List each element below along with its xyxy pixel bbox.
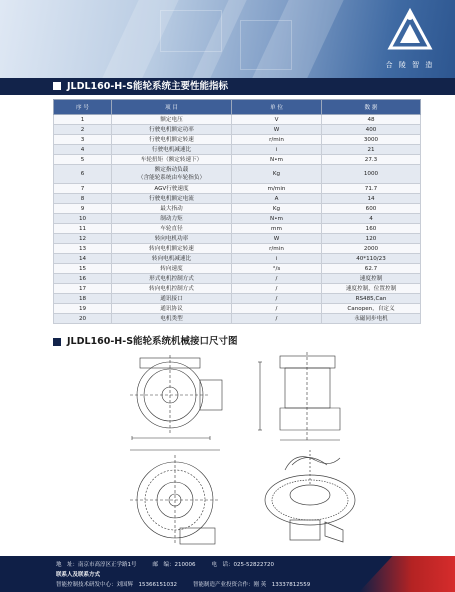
row-number-cell: 4 bbox=[54, 145, 112, 155]
table-row bbox=[54, 194, 421, 204]
row-number-cell: 19 bbox=[54, 304, 112, 314]
row-number-cell: 20 bbox=[54, 314, 112, 324]
page-footer bbox=[0, 556, 455, 592]
footer-postcode: 邮 编：210006 bbox=[152, 562, 196, 568]
table-row bbox=[54, 115, 421, 125]
table-body bbox=[54, 115, 421, 324]
row-number-cell: 2 bbox=[54, 125, 112, 135]
column-header: 单 位 bbox=[232, 100, 322, 115]
item-cell: 最大指动 bbox=[112, 204, 232, 214]
unit-cell: Kg bbox=[232, 165, 322, 184]
value-cell: 2000 bbox=[322, 244, 421, 254]
unit-cell: W bbox=[232, 125, 322, 135]
footer-address: 地 址：南京市高淳区正学路1号 bbox=[56, 562, 137, 568]
table-row bbox=[54, 264, 421, 274]
row-number-cell: 13 bbox=[54, 244, 112, 254]
item-cell: 通讯接口 bbox=[112, 294, 232, 304]
value-cell: 速度控制，位置控制 bbox=[322, 284, 421, 294]
value-cell: 48 bbox=[322, 115, 421, 125]
value-cell: 71.7 bbox=[322, 184, 421, 194]
unit-cell: / bbox=[232, 314, 322, 324]
table-row bbox=[54, 155, 421, 165]
table-row bbox=[54, 244, 421, 254]
value-cell: 120 bbox=[322, 234, 421, 244]
item-cell: 形式电机控制方式 bbox=[112, 274, 232, 284]
header-decor bbox=[240, 20, 292, 70]
square-bullet-icon bbox=[53, 82, 61, 90]
table-row bbox=[54, 135, 421, 145]
unit-cell: °/s bbox=[232, 264, 322, 274]
row-number-cell: 16 bbox=[54, 274, 112, 284]
table-row bbox=[54, 254, 421, 264]
page-header bbox=[0, 0, 455, 78]
column-header: 数 据 bbox=[322, 100, 421, 115]
item-cell: 转向电机额定转速 bbox=[112, 244, 232, 254]
value-cell: 1000 bbox=[322, 165, 421, 184]
row-number-cell: 17 bbox=[54, 284, 112, 294]
table-row bbox=[54, 125, 421, 135]
table-row bbox=[54, 214, 421, 224]
front-view-drawing bbox=[258, 352, 340, 440]
unit-cell: r/min bbox=[232, 135, 322, 145]
unit-cell: m/min bbox=[232, 184, 322, 194]
item-cell: 转向电机功率 bbox=[112, 234, 232, 244]
item-cell: 行驶电机减速比 bbox=[112, 145, 232, 155]
row-number-cell: 12 bbox=[54, 234, 112, 244]
unit-cell: mm bbox=[232, 224, 322, 234]
footer-phone: 电 话：025-52822720 bbox=[211, 562, 274, 568]
value-cell: 永磁同步电机 bbox=[322, 314, 421, 324]
isometric-view-drawing bbox=[265, 450, 355, 542]
value-cell: 速度控制 bbox=[322, 274, 421, 284]
unit-cell: Kg bbox=[232, 204, 322, 214]
table-row bbox=[54, 145, 421, 155]
unit-cell: i bbox=[232, 145, 322, 155]
value-cell: 4 bbox=[322, 214, 421, 224]
row-number-cell: 1 bbox=[54, 115, 112, 125]
unit-cell: W bbox=[232, 234, 322, 244]
logo-mark-icon bbox=[387, 8, 433, 56]
footer-accent bbox=[359, 556, 455, 592]
footer-address-line bbox=[56, 560, 274, 568]
item-cell: 转向速度 bbox=[112, 264, 232, 274]
table-row bbox=[54, 294, 421, 304]
item-cell: 车轮直径 bbox=[112, 224, 232, 234]
row-number-cell: 11 bbox=[54, 224, 112, 234]
footer-contact-title: 联系人及联系方式 bbox=[56, 572, 101, 578]
row-number-cell: 18 bbox=[54, 294, 112, 304]
header-decor bbox=[160, 10, 222, 52]
table-row bbox=[54, 284, 421, 294]
mechanical-drawings bbox=[110, 350, 360, 550]
row-number-cell: 9 bbox=[54, 204, 112, 214]
brand-logo bbox=[375, 8, 445, 70]
table-row bbox=[54, 165, 421, 184]
unit-cell: r/min bbox=[232, 244, 322, 254]
row-number-cell: 10 bbox=[54, 214, 112, 224]
table-row bbox=[54, 224, 421, 234]
section-title: JLDL160-H-S能轮系统主要性能指标 bbox=[67, 81, 229, 92]
unit-cell: N•m bbox=[232, 214, 322, 224]
value-cell: 62.7 bbox=[322, 264, 421, 274]
item-cell: 电机类型 bbox=[112, 314, 232, 324]
side-view-drawing bbox=[130, 355, 222, 440]
row-number-cell: 6 bbox=[54, 165, 112, 184]
value-cell: 27.3 bbox=[322, 155, 421, 165]
value-cell: 160 bbox=[322, 224, 421, 234]
unit-cell: / bbox=[232, 274, 322, 284]
bottom-view-drawing bbox=[130, 450, 220, 545]
value-cell: Canopen，自定义 bbox=[322, 304, 421, 314]
table-header-row bbox=[54, 100, 421, 115]
table-row bbox=[54, 274, 421, 284]
unit-cell: i bbox=[232, 254, 322, 264]
table-row bbox=[54, 204, 421, 214]
table-row bbox=[54, 184, 421, 194]
spec-table bbox=[53, 99, 421, 324]
footer-contacts-line bbox=[56, 580, 310, 588]
item-cell: 行驶电机额定转速 bbox=[112, 135, 232, 145]
unit-cell: V bbox=[232, 115, 322, 125]
value-cell: 40*110/23 bbox=[322, 254, 421, 264]
value-cell: 3000 bbox=[322, 135, 421, 145]
table-row bbox=[54, 234, 421, 244]
item-cell: 制动力矩 bbox=[112, 214, 232, 224]
footer-contact: 智能制造产业投资合作：刚 英 13337812559 bbox=[193, 582, 311, 588]
item-cell: 额定电压 bbox=[112, 115, 232, 125]
item-cell: 转向电机减速比 bbox=[112, 254, 232, 264]
section-title: JLDL160-H-S能轮系统机械接口尺寸图 bbox=[67, 336, 238, 347]
unit-cell: / bbox=[232, 294, 322, 304]
item-cell: 行驶电机额定电流 bbox=[112, 194, 232, 204]
unit-cell: N•m bbox=[232, 155, 322, 165]
item-cell: AGV行驶速度 bbox=[112, 184, 232, 194]
column-header: 项 目 bbox=[112, 100, 232, 115]
mechanical-drawing-area bbox=[110, 350, 360, 550]
value-cell: RS485,Can bbox=[322, 294, 421, 304]
table-row bbox=[54, 304, 421, 314]
value-cell: 400 bbox=[322, 125, 421, 135]
item-cell: 行驶电机额定功率 bbox=[112, 125, 232, 135]
unit-cell: A bbox=[232, 194, 322, 204]
item-cell: 通讯协议 bbox=[112, 304, 232, 314]
row-number-cell: 3 bbox=[54, 135, 112, 145]
item-cell: 车轮扭矩（额定转速下） bbox=[112, 155, 232, 165]
value-cell: 600 bbox=[322, 204, 421, 214]
item-cell: 额定指动负载 （含能轮系统由车轮指负） bbox=[112, 165, 232, 184]
row-number-cell: 5 bbox=[54, 155, 112, 165]
row-number-cell: 7 bbox=[54, 184, 112, 194]
column-header: 序 号 bbox=[54, 100, 112, 115]
unit-cell: / bbox=[232, 284, 322, 294]
value-cell: 21 bbox=[322, 145, 421, 155]
item-cell: 转向电机控制方式 bbox=[112, 284, 232, 294]
value-cell: 14 bbox=[322, 194, 421, 204]
row-number-cell: 8 bbox=[54, 194, 112, 204]
unit-cell: / bbox=[232, 304, 322, 314]
section-title-bar bbox=[0, 78, 455, 95]
brand-name: 合 陵 智 造 bbox=[385, 61, 435, 69]
square-bullet-icon bbox=[53, 338, 61, 346]
row-number-cell: 14 bbox=[54, 254, 112, 264]
footer-contact: 智能控制技术研发中心：刘国辉 15366151032 bbox=[56, 582, 177, 588]
table-row bbox=[54, 314, 421, 324]
row-number-cell: 15 bbox=[54, 264, 112, 274]
